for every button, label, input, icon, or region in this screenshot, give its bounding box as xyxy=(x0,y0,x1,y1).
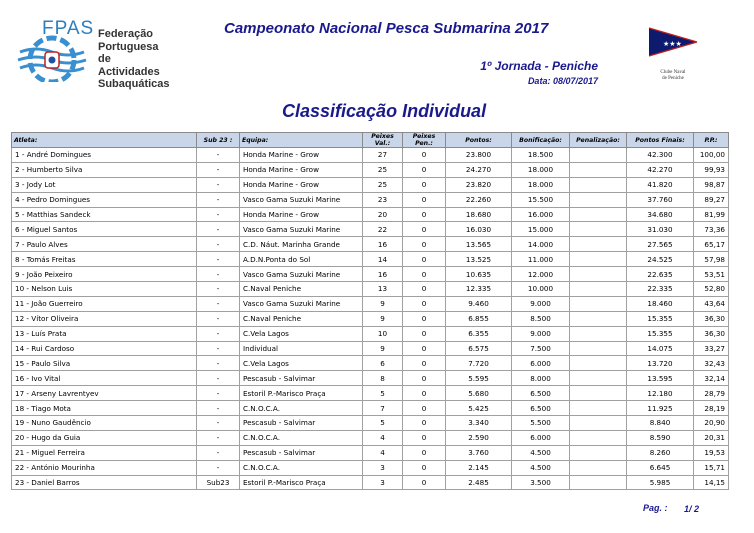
col-header-pp: P.P.: xyxy=(694,133,729,148)
cell-points: 16.030 xyxy=(446,222,512,237)
cell-valid-fish: 6 xyxy=(363,356,403,371)
cell-pp: 32,43 xyxy=(694,356,729,371)
jornada-label: 1º Jornada - Peniche xyxy=(480,59,598,73)
cell-athlete: 12 - Vítor Oliveira xyxy=(12,311,197,326)
cell-athlete: 18 - Tiago Mota xyxy=(12,401,197,416)
cell-penalized-fish: 0 xyxy=(403,475,446,490)
cell-athlete: 9 - João Peixeiro xyxy=(12,267,197,282)
cell-points: 2.590 xyxy=(446,430,512,445)
cell-final-points: 37.760 xyxy=(627,192,694,207)
cell-points: 10.635 xyxy=(446,267,512,282)
cell-team: Estoril P.-Marisco Praça xyxy=(240,475,363,490)
cell-team: Vasco Gama Suzuki Marine xyxy=(240,222,363,237)
table-row xyxy=(12,416,729,431)
cell-pp: 36,30 xyxy=(694,326,729,341)
cell-athlete: 7 - Paulo Alves xyxy=(12,237,197,252)
cell-valid-fish: 3 xyxy=(363,460,403,475)
federation-name: Federação Portuguesa de Actividades Subaquáticas xyxy=(98,28,170,90)
cell-team: C.N.O.C.A. xyxy=(240,460,363,475)
cell-pp: 28,79 xyxy=(694,386,729,401)
cell-sub23: - xyxy=(197,430,240,445)
cell-final-points: 31.030 xyxy=(627,222,694,237)
cell-team: C.N.O.C.A. xyxy=(240,401,363,416)
cell-penalized-fish: 0 xyxy=(403,237,446,252)
cell-final-points: 6.645 xyxy=(627,460,694,475)
cell-bonus: 15.500 xyxy=(512,192,570,207)
cell-penalty xyxy=(570,267,627,282)
cell-points: 7.720 xyxy=(446,356,512,371)
cell-penalized-fish: 0 xyxy=(403,296,446,311)
cell-pp: 15,71 xyxy=(694,460,729,475)
cell-final-points: 15.355 xyxy=(627,326,694,341)
cell-points: 6.355 xyxy=(446,326,512,341)
cell-penalized-fish: 0 xyxy=(403,356,446,371)
cell-penalty xyxy=(570,341,627,356)
page-title: Classificação Individual xyxy=(282,101,487,121)
cell-final-points: 13.595 xyxy=(627,371,694,386)
cell-final-points: 8.840 xyxy=(627,416,694,431)
cell-sub23: Sub23 xyxy=(197,475,240,490)
cell-athlete: 5 - Matthias Sandeck xyxy=(12,207,197,222)
cell-penalty xyxy=(570,282,627,297)
cell-athlete: 10 - Nelson Luis xyxy=(12,282,197,297)
table-row xyxy=(12,401,729,416)
cell-penalized-fish: 0 xyxy=(403,222,446,237)
cell-sub23: - xyxy=(197,371,240,386)
cell-valid-fish: 5 xyxy=(363,416,403,431)
cell-athlete: 20 - Hugo da Guia xyxy=(12,430,197,445)
cell-penalized-fish: 0 xyxy=(403,148,446,163)
cell-valid-fish: 23 xyxy=(363,192,403,207)
cell-valid-fish: 13 xyxy=(363,282,403,297)
cell-sub23: - xyxy=(197,252,240,267)
cell-team: Vasco Gama Suzuki Marine xyxy=(240,192,363,207)
cell-final-points: 41.820 xyxy=(627,177,694,192)
cell-penalized-fish: 0 xyxy=(403,207,446,222)
cell-bonus: 9.000 xyxy=(512,296,570,311)
table-row xyxy=(12,162,729,177)
cell-penalty xyxy=(570,222,627,237)
cell-pp: 65,17 xyxy=(694,237,729,252)
cell-athlete: 22 - António Mourinha xyxy=(12,460,197,475)
cell-points: 6.855 xyxy=(446,311,512,326)
cell-pp: 81,99 xyxy=(694,207,729,222)
cell-bonus: 6.000 xyxy=(512,356,570,371)
cell-penalized-fish: 0 xyxy=(403,341,446,356)
table-row xyxy=(12,148,729,163)
cell-points: 5.595 xyxy=(446,371,512,386)
cell-penalty xyxy=(570,416,627,431)
fpas-logo xyxy=(14,16,174,96)
cell-bonus: 8.500 xyxy=(512,311,570,326)
cell-points: 3.760 xyxy=(446,445,512,460)
cell-sub23: - xyxy=(197,267,240,282)
club-name: Clube Naval de Peniche xyxy=(660,70,686,81)
cell-penalty xyxy=(570,460,627,475)
cell-valid-fish: 7 xyxy=(363,401,403,416)
cell-sub23: - xyxy=(197,341,240,356)
cell-valid-fish: 16 xyxy=(363,267,403,282)
cell-valid-fish: 9 xyxy=(363,296,403,311)
cell-sub23: - xyxy=(197,192,240,207)
col-header-final-points: Pontos Finais: xyxy=(627,133,694,148)
cell-valid-fish: 16 xyxy=(363,237,403,252)
page-label: Pag. : xyxy=(643,503,668,513)
cell-penalized-fish: 0 xyxy=(403,401,446,416)
cell-pp: 100,00 xyxy=(694,148,729,163)
cell-athlete: 23 - Daniel Barros xyxy=(12,475,197,490)
cell-valid-fish: 10 xyxy=(363,326,403,341)
cell-team: Honda Marine - Grow xyxy=(240,148,363,163)
cell-valid-fish: 3 xyxy=(363,475,403,490)
cell-team: Pescasub - Salvimar xyxy=(240,416,363,431)
cell-sub23: - xyxy=(197,356,240,371)
cell-bonus: 6.000 xyxy=(512,430,570,445)
cell-sub23: - xyxy=(197,311,240,326)
cell-athlete: 14 - Rui Cardoso xyxy=(12,341,197,356)
cell-penalty xyxy=(570,237,627,252)
cell-penalty xyxy=(570,401,627,416)
col-header-penalty: Penalização: xyxy=(570,133,627,148)
cell-valid-fish: 25 xyxy=(363,162,403,177)
cell-final-points: 42.300 xyxy=(627,148,694,163)
fpas-abbreviation: FPAS xyxy=(42,18,95,39)
cell-sub23: - xyxy=(197,237,240,252)
cell-valid-fish: 8 xyxy=(363,371,403,386)
cell-bonus: 9.000 xyxy=(512,326,570,341)
cell-bonus: 6.500 xyxy=(512,401,570,416)
cell-team: Pescasub - Salvimar xyxy=(240,371,363,386)
cell-points: 2.485 xyxy=(446,475,512,490)
table-row xyxy=(12,371,729,386)
cell-team: A.D.N.Ponta do Sol xyxy=(240,252,363,267)
table-row xyxy=(12,356,729,371)
cell-bonus: 11.000 xyxy=(512,252,570,267)
table-row xyxy=(12,326,729,341)
cell-points: 23.820 xyxy=(446,177,512,192)
cell-penalty xyxy=(570,162,627,177)
cell-final-points: 34.680 xyxy=(627,207,694,222)
cell-athlete: 8 - Tomás Freitas xyxy=(12,252,197,267)
cell-sub23: - xyxy=(197,460,240,475)
table-row xyxy=(12,341,729,356)
cell-valid-fish: 27 xyxy=(363,148,403,163)
cell-valid-fish: 22 xyxy=(363,222,403,237)
table-row xyxy=(12,445,729,460)
cell-team: C.Vela Lagos xyxy=(240,326,363,341)
cell-points: 9.460 xyxy=(446,296,512,311)
cell-points: 18.680 xyxy=(446,207,512,222)
cell-valid-fish: 14 xyxy=(363,252,403,267)
table-row xyxy=(12,311,729,326)
table-row xyxy=(12,222,729,237)
cell-sub23: - xyxy=(197,282,240,297)
event-date: Data: 08/07/2017 xyxy=(527,76,598,86)
table-row xyxy=(12,386,729,401)
classification-table xyxy=(11,132,729,490)
cell-athlete: 4 - Pedro Domingues xyxy=(12,192,197,207)
cell-sub23: - xyxy=(197,445,240,460)
cell-penalized-fish: 0 xyxy=(403,460,446,475)
cell-points: 22.260 xyxy=(446,192,512,207)
cell-penalty xyxy=(570,296,627,311)
col-header-sub23: Sub 23 : xyxy=(197,133,240,148)
cell-pp: 33,27 xyxy=(694,341,729,356)
cell-penalty xyxy=(570,148,627,163)
cell-pp: 19,53 xyxy=(694,445,729,460)
cell-athlete: 6 - Miguel Santos xyxy=(12,222,197,237)
table-row xyxy=(12,430,729,445)
cell-valid-fish: 20 xyxy=(363,207,403,222)
cell-penalty xyxy=(570,177,627,192)
table-row xyxy=(12,252,729,267)
cell-points: 23.800 xyxy=(446,148,512,163)
cell-penalty xyxy=(570,386,627,401)
cell-athlete: 15 - Paulo Silva xyxy=(12,356,197,371)
cell-valid-fish: 9 xyxy=(363,341,403,356)
cell-points: 5.680 xyxy=(446,386,512,401)
club-naval-logo xyxy=(645,22,705,92)
cell-athlete: 21 - Miguel Ferreira xyxy=(12,445,197,460)
cell-pp: 53,51 xyxy=(694,267,729,282)
cell-pp: 98,87 xyxy=(694,177,729,192)
cell-penalized-fish: 0 xyxy=(403,430,446,445)
cell-athlete: 3 - Jody Lot xyxy=(12,177,197,192)
cell-team: C.Naval Peniche xyxy=(240,282,363,297)
cell-points: 13.525 xyxy=(446,252,512,267)
cell-final-points: 8.590 xyxy=(627,430,694,445)
col-header-team: Equipa: xyxy=(240,133,363,148)
cell-points: 12.335 xyxy=(446,282,512,297)
cell-points: 24.270 xyxy=(446,162,512,177)
cell-athlete: 13 - Luís Prata xyxy=(12,326,197,341)
cell-bonus: 18.000 xyxy=(512,177,570,192)
cell-bonus: 3.500 xyxy=(512,475,570,490)
cell-penalty xyxy=(570,192,627,207)
cell-pp: 89,27 xyxy=(694,192,729,207)
cell-final-points: 18.460 xyxy=(627,296,694,311)
cell-sub23: - xyxy=(197,326,240,341)
cell-team: Individual xyxy=(240,341,363,356)
cell-bonus: 15.000 xyxy=(512,222,570,237)
cell-valid-fish: 9 xyxy=(363,311,403,326)
col-header-athlete: Atleta: xyxy=(12,133,197,148)
cell-final-points: 42.270 xyxy=(627,162,694,177)
cell-final-points: 15.355 xyxy=(627,311,694,326)
cell-valid-fish: 4 xyxy=(363,430,403,445)
cell-team: C.Vela Lagos xyxy=(240,356,363,371)
cell-pp: 14,15 xyxy=(694,475,729,490)
table-header-row xyxy=(12,133,729,148)
cell-final-points: 5.985 xyxy=(627,475,694,490)
cell-bonus: 10.000 xyxy=(512,282,570,297)
table-row xyxy=(12,267,729,282)
cell-final-points: 14.075 xyxy=(627,341,694,356)
cell-team: Honda Marine - Grow xyxy=(240,177,363,192)
cell-penalty xyxy=(570,445,627,460)
cell-penalty xyxy=(570,311,627,326)
cell-pp: 36,30 xyxy=(694,311,729,326)
cell-final-points: 8.260 xyxy=(627,445,694,460)
cell-sub23: - xyxy=(197,177,240,192)
cell-team: C.D. Náut. Marinha Grande xyxy=(240,237,363,252)
table-row xyxy=(12,475,729,490)
table-row xyxy=(12,207,729,222)
cell-bonus: 18.000 xyxy=(512,162,570,177)
table-row xyxy=(12,192,729,207)
cell-points: 5.425 xyxy=(446,401,512,416)
cell-final-points: 24.525 xyxy=(627,252,694,267)
cell-sub23: - xyxy=(197,416,240,431)
cell-final-points: 11.925 xyxy=(627,401,694,416)
cell-penalized-fish: 0 xyxy=(403,282,446,297)
cell-final-points: 12.180 xyxy=(627,386,694,401)
cell-penalized-fish: 0 xyxy=(403,162,446,177)
cell-bonus: 14.000 xyxy=(512,237,570,252)
cell-bonus: 12.000 xyxy=(512,267,570,282)
table-row xyxy=(12,237,729,252)
cell-points: 2.145 xyxy=(446,460,512,475)
table-row xyxy=(12,296,729,311)
cell-penalized-fish: 0 xyxy=(403,177,446,192)
cell-sub23: - xyxy=(197,162,240,177)
championship-title: Campeonato Nacional Pesca Submarina 2017 xyxy=(224,20,549,37)
cell-team: Estoril P.-Marisco Praça xyxy=(240,386,363,401)
cell-final-points: 22.335 xyxy=(627,282,694,297)
cell-athlete: 11 - João Guerreiro xyxy=(12,296,197,311)
cell-team: Vasco Gama Suzuki Marine xyxy=(240,296,363,311)
cell-valid-fish: 4 xyxy=(363,445,403,460)
cell-penalized-fish: 0 xyxy=(403,326,446,341)
cell-penalized-fish: 0 xyxy=(403,252,446,267)
col-header-bonus: Bonificação: xyxy=(512,133,570,148)
col-header-points: Pontos: xyxy=(446,133,512,148)
cell-pp: 57,98 xyxy=(694,252,729,267)
page-number: 1/ 2 xyxy=(684,504,700,514)
cell-penalized-fish: 0 xyxy=(403,445,446,460)
cell-pp: 73,36 xyxy=(694,222,729,237)
cell-pp: 43,64 xyxy=(694,296,729,311)
cell-pp: 20,31 xyxy=(694,430,729,445)
cell-bonus: 4.500 xyxy=(512,445,570,460)
cell-pp: 28,19 xyxy=(694,401,729,416)
cell-penalized-fish: 0 xyxy=(403,371,446,386)
cell-sub23: - xyxy=(197,296,240,311)
cell-sub23: - xyxy=(197,222,240,237)
cell-bonus: 8.000 xyxy=(512,371,570,386)
cell-final-points: 27.565 xyxy=(627,237,694,252)
cell-points: 3.340 xyxy=(446,416,512,431)
cell-team: C.N.O.C.A. xyxy=(240,430,363,445)
cell-bonus: 4.500 xyxy=(512,460,570,475)
flag-icon xyxy=(645,22,705,72)
cell-pp: 99,93 xyxy=(694,162,729,177)
cell-penalty xyxy=(570,371,627,386)
cell-athlete: 2 - Humberto Silva xyxy=(12,162,197,177)
cell-pp: 52,80 xyxy=(694,282,729,297)
table-row xyxy=(12,177,729,192)
cell-penalized-fish: 0 xyxy=(403,192,446,207)
cell-penalty xyxy=(570,430,627,445)
cell-bonus: 16.000 xyxy=(512,207,570,222)
table-row xyxy=(12,282,729,297)
cell-points: 13.565 xyxy=(446,237,512,252)
cell-sub23: - xyxy=(197,386,240,401)
cell-sub23: - xyxy=(197,148,240,163)
col-header-penalized-fish: Peixes Pen.: xyxy=(403,133,446,148)
cell-penalty xyxy=(570,475,627,490)
cell-athlete: 17 - Arseny Lavrentyev xyxy=(12,386,197,401)
cell-bonus: 6.500 xyxy=(512,386,570,401)
cell-penalized-fish: 0 xyxy=(403,416,446,431)
cell-penalized-fish: 0 xyxy=(403,386,446,401)
cell-penalized-fish: 0 xyxy=(403,267,446,282)
cell-penalty xyxy=(570,356,627,371)
cell-athlete: 16 - Ivo Vital xyxy=(12,371,197,386)
cell-team: Pescasub - Salvimar xyxy=(240,445,363,460)
cell-team: Honda Marine - Grow xyxy=(240,162,363,177)
cell-sub23: - xyxy=(197,207,240,222)
cell-bonus: 5.500 xyxy=(512,416,570,431)
cell-penalized-fish: 0 xyxy=(403,311,446,326)
cell-valid-fish: 5 xyxy=(363,386,403,401)
col-header-valid-fish: Peixes Val.: xyxy=(363,133,403,148)
cell-sub23: - xyxy=(197,401,240,416)
cell-final-points: 22.635 xyxy=(627,267,694,282)
cell-athlete: 19 - Nuno Gaudêncio xyxy=(12,416,197,431)
cell-pp: 20,90 xyxy=(694,416,729,431)
cell-valid-fish: 25 xyxy=(363,177,403,192)
cell-athlete: 1 - André Domingues xyxy=(12,148,197,163)
cell-bonus: 7.500 xyxy=(512,341,570,356)
cell-penalty xyxy=(570,252,627,267)
cell-team: Vasco Gama Suzuki Marine xyxy=(240,267,363,282)
cell-penalty xyxy=(570,207,627,222)
cell-team: C.Naval Peniche xyxy=(240,311,363,326)
cell-points: 6.575 xyxy=(446,341,512,356)
cell-pp: 32,14 xyxy=(694,371,729,386)
cell-bonus: 18.500 xyxy=(512,148,570,163)
svg-text:★★★: ★★★ xyxy=(663,40,682,48)
table-row xyxy=(12,460,729,475)
cell-final-points: 13.720 xyxy=(627,356,694,371)
cell-team: Honda Marine - Grow xyxy=(240,207,363,222)
cell-penalty xyxy=(570,326,627,341)
